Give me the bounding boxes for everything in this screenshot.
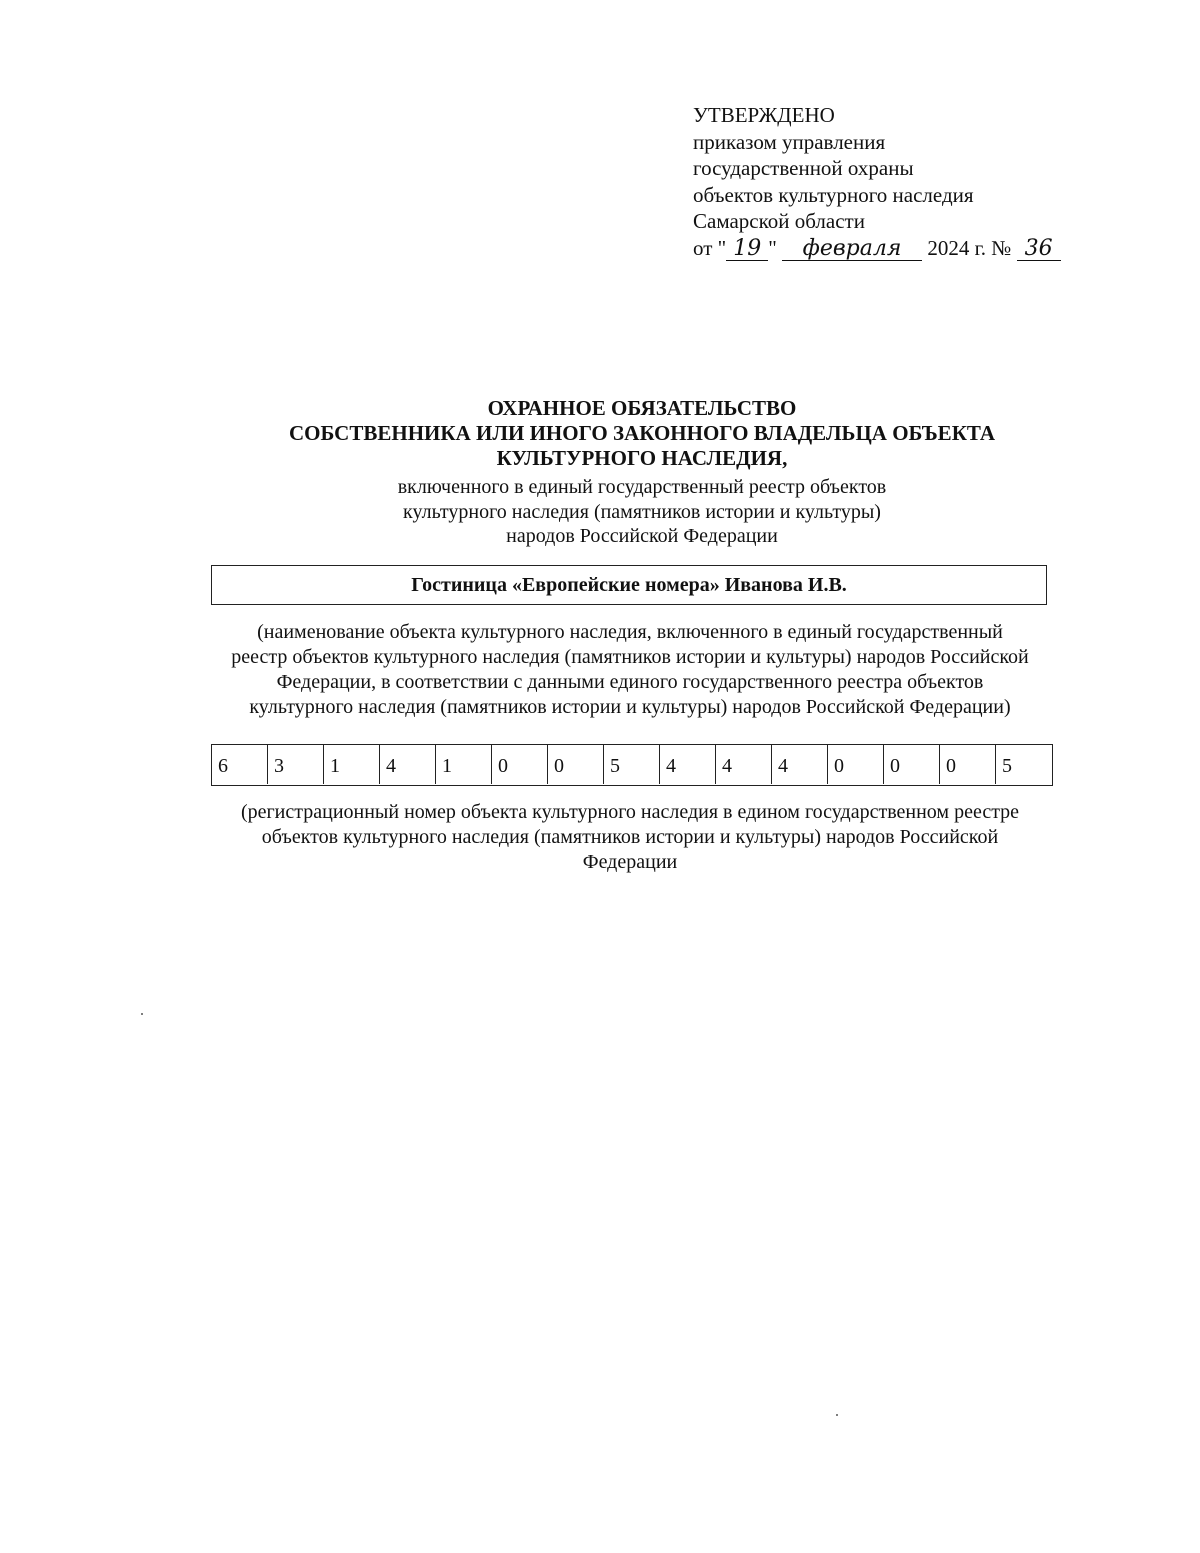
reg-digit-cell: 0 (940, 745, 996, 784)
document-title (0, 396, 1200, 471)
note-line: культурного наследия (памятников истории и культуры) народов Российской Федерации) (249, 696, 1011, 718)
title-line: ОХРАННОЕ ОБЯЗАТЕЛЬСТВО (487, 396, 797, 420)
registration-number-cells (211, 744, 1053, 786)
reg-digit-cell: 4 (716, 745, 772, 784)
note-line: (регистрационный номер объекта культурного наследия в едином государственном реестре (240, 801, 1020, 823)
date-month-handwritten: февраля (782, 238, 922, 261)
title-line: КУЛЬТУРНОГО НАСЛЕДИЯ, (496, 446, 788, 470)
approval-block (693, 102, 1061, 261)
reg-digit-cell: 1 (436, 745, 492, 784)
reg-digit-cell: 3 (268, 745, 324, 784)
note-line: Федерации (582, 851, 678, 873)
registration-number-note (0, 800, 1200, 875)
document-subtitle (0, 475, 1200, 549)
note-line: объектов культурного наследия (памятников истории и культуры) народов Российской (261, 826, 999, 848)
approval-line: объектов культурного наследия (693, 182, 974, 207)
reg-digit-cell: 4 (380, 745, 436, 784)
subtitle-line: культурного наследия (памятников истории и культуры) (403, 500, 881, 523)
reg-digit-cell: 4 (660, 745, 716, 784)
object-name-box (211, 565, 1047, 605)
date-prefix: от " (693, 235, 727, 260)
date-quote: " (768, 235, 777, 260)
reg-digit-cell: 0 (828, 745, 884, 784)
subtitle-line: включенного в единый государственный реестр объектов (397, 476, 887, 498)
title-line: СОБСТВЕННИКА ИЛИ ИНОГО ЗАКОННОГО ВЛАДЕЛЬЦА ОБЪЕКТА (288, 421, 996, 445)
note-line: Федерации, в соответствии с данными единого государственного реестра объектов (276, 671, 984, 693)
subtitle-line: народов Российской Федерации (506, 525, 778, 547)
date-day-handwritten: 19 (726, 238, 768, 261)
scan-speck (141, 1013, 143, 1015)
approval-date-line (693, 235, 1061, 262)
date-year-text: 2024 г. № (927, 235, 1012, 260)
reg-digit-cell: 0 (548, 745, 604, 784)
reg-digit-cell: 0 (492, 745, 548, 784)
reg-digit-cell: 5 (1002, 755, 1012, 777)
reg-digit-cell: 0 (884, 745, 940, 784)
note-line: реестр объектов культурного наследия (памятников истории и культуры) народов Российской (231, 646, 1029, 668)
approval-line: приказом управления (693, 129, 886, 154)
approval-line: государственной охраны (693, 156, 914, 180)
reg-digit-cell: 6 (212, 745, 268, 784)
object-name-note (0, 620, 1200, 720)
reg-digit-cell: 1 (324, 745, 380, 784)
approval-heading: УТВЕРЖДЕНО (693, 103, 835, 127)
note-line: (наименование объекта культурного наследия, включенного в единый государственный (257, 621, 1003, 643)
reg-digit-cell: 4 (772, 745, 828, 784)
approval-line: Самарской области (693, 209, 865, 233)
order-number-handwritten: 36 (1017, 238, 1061, 261)
reg-digit-cell: 5 (604, 745, 660, 784)
scan-speck (836, 1414, 838, 1416)
object-name: Гостиница «Европейские номера» Иванова И.В. (411, 573, 847, 596)
